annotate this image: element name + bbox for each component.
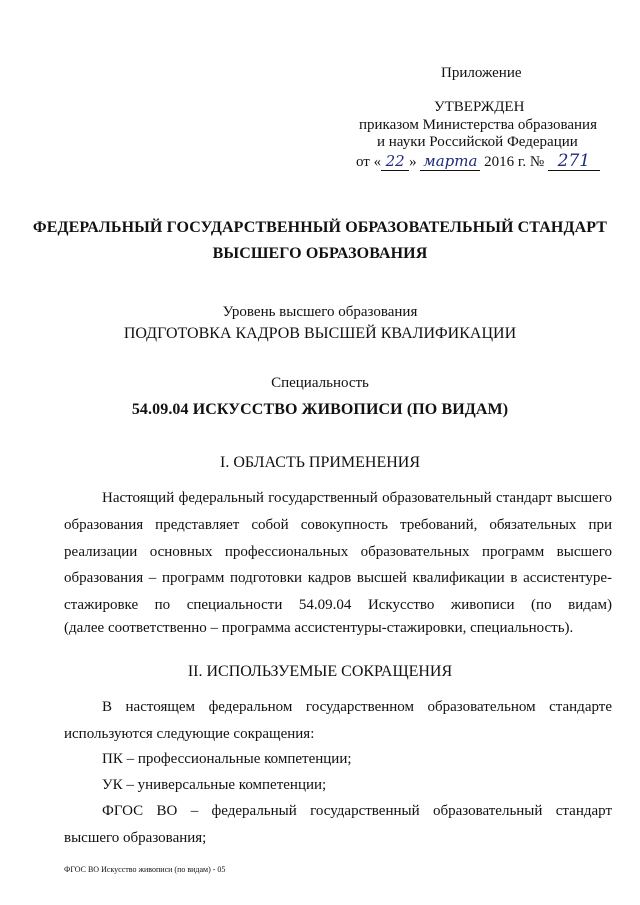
approved-label: УТВЕРЖДЕН	[434, 99, 525, 115]
abbreviation-item-uk: УК – универсальные компетенции;	[102, 777, 327, 793]
specialty-label: Специальность	[271, 375, 369, 391]
level-value: ПОДГОТОВКА КАДРОВ ВЫСШЕЙ КВАЛИФИКАЦИИ	[123, 325, 517, 342]
annex-label: Приложение	[441, 65, 522, 81]
order-line-1: приказом Министерства образования	[359, 117, 597, 133]
section-2-intro: В настоящем федеральном государственном образовательном стандарте используются следующие сокращения:	[64, 699, 612, 742]
level-label: Уровень высшего образования	[222, 304, 418, 320]
date-day-handwritten: 22	[381, 152, 409, 171]
abbreviation-item-fgos: ФГОС ВО – федеральный государственный образовательный стандарт высшего образования;	[64, 803, 612, 846]
date-year: 2016 г. №	[484, 154, 545, 170]
page-footer: ФГОС ВО Искусство живописи (по видам) - 05	[64, 865, 226, 874]
section-2-heading: II. ИСПОЛЬЗУЕМЫЕ СОКРАЩЕНИЯ	[187, 663, 453, 680]
date-month-handwritten: марта	[420, 152, 480, 171]
order-line-2: и науки Российской Федерации	[377, 134, 578, 150]
specialty-value: 54.09.04 ИСКУССТВО ЖИВОПИСИ (ПО ВИДАМ)	[131, 401, 509, 418]
section-1-paragraph-end: (далее соответственно – программа ассистентуры-стажировки, специальность).	[64, 620, 574, 636]
document-title-line-1: ФЕДЕРАЛЬНЫЙ ГОСУДАРСТВЕННЫЙ ОБРАЗОВАТЕЛЬНЫЙ СТАНДАРТ	[32, 219, 608, 236]
date-prefix: от «	[356, 154, 382, 170]
document-title-line-2: ВЫСШЕГО ОБРАЗОВАНИЯ	[212, 245, 428, 262]
section-1-paragraph: Настоящий федеральный государственный образовательный стандарт высшего образования представляет собой совокупность требований, обязательных при реализации основных профессиональных образовательных программ высшего образования – программ подготовки кадров высшей квалификации в ассистентуре-стажировке по специальности 54.09.04 Искусство живописи (по видам)	[64, 490, 612, 614]
order-date-line	[356, 152, 600, 171]
order-number-handwritten: 271	[548, 152, 600, 171]
date-mid: »	[409, 154, 417, 170]
section-1-heading: I. ОБЛАСТЬ ПРИМЕНЕНИЯ	[219, 454, 421, 471]
abbreviation-item-pk: ПК – профессиональные компетенции;	[102, 751, 352, 767]
